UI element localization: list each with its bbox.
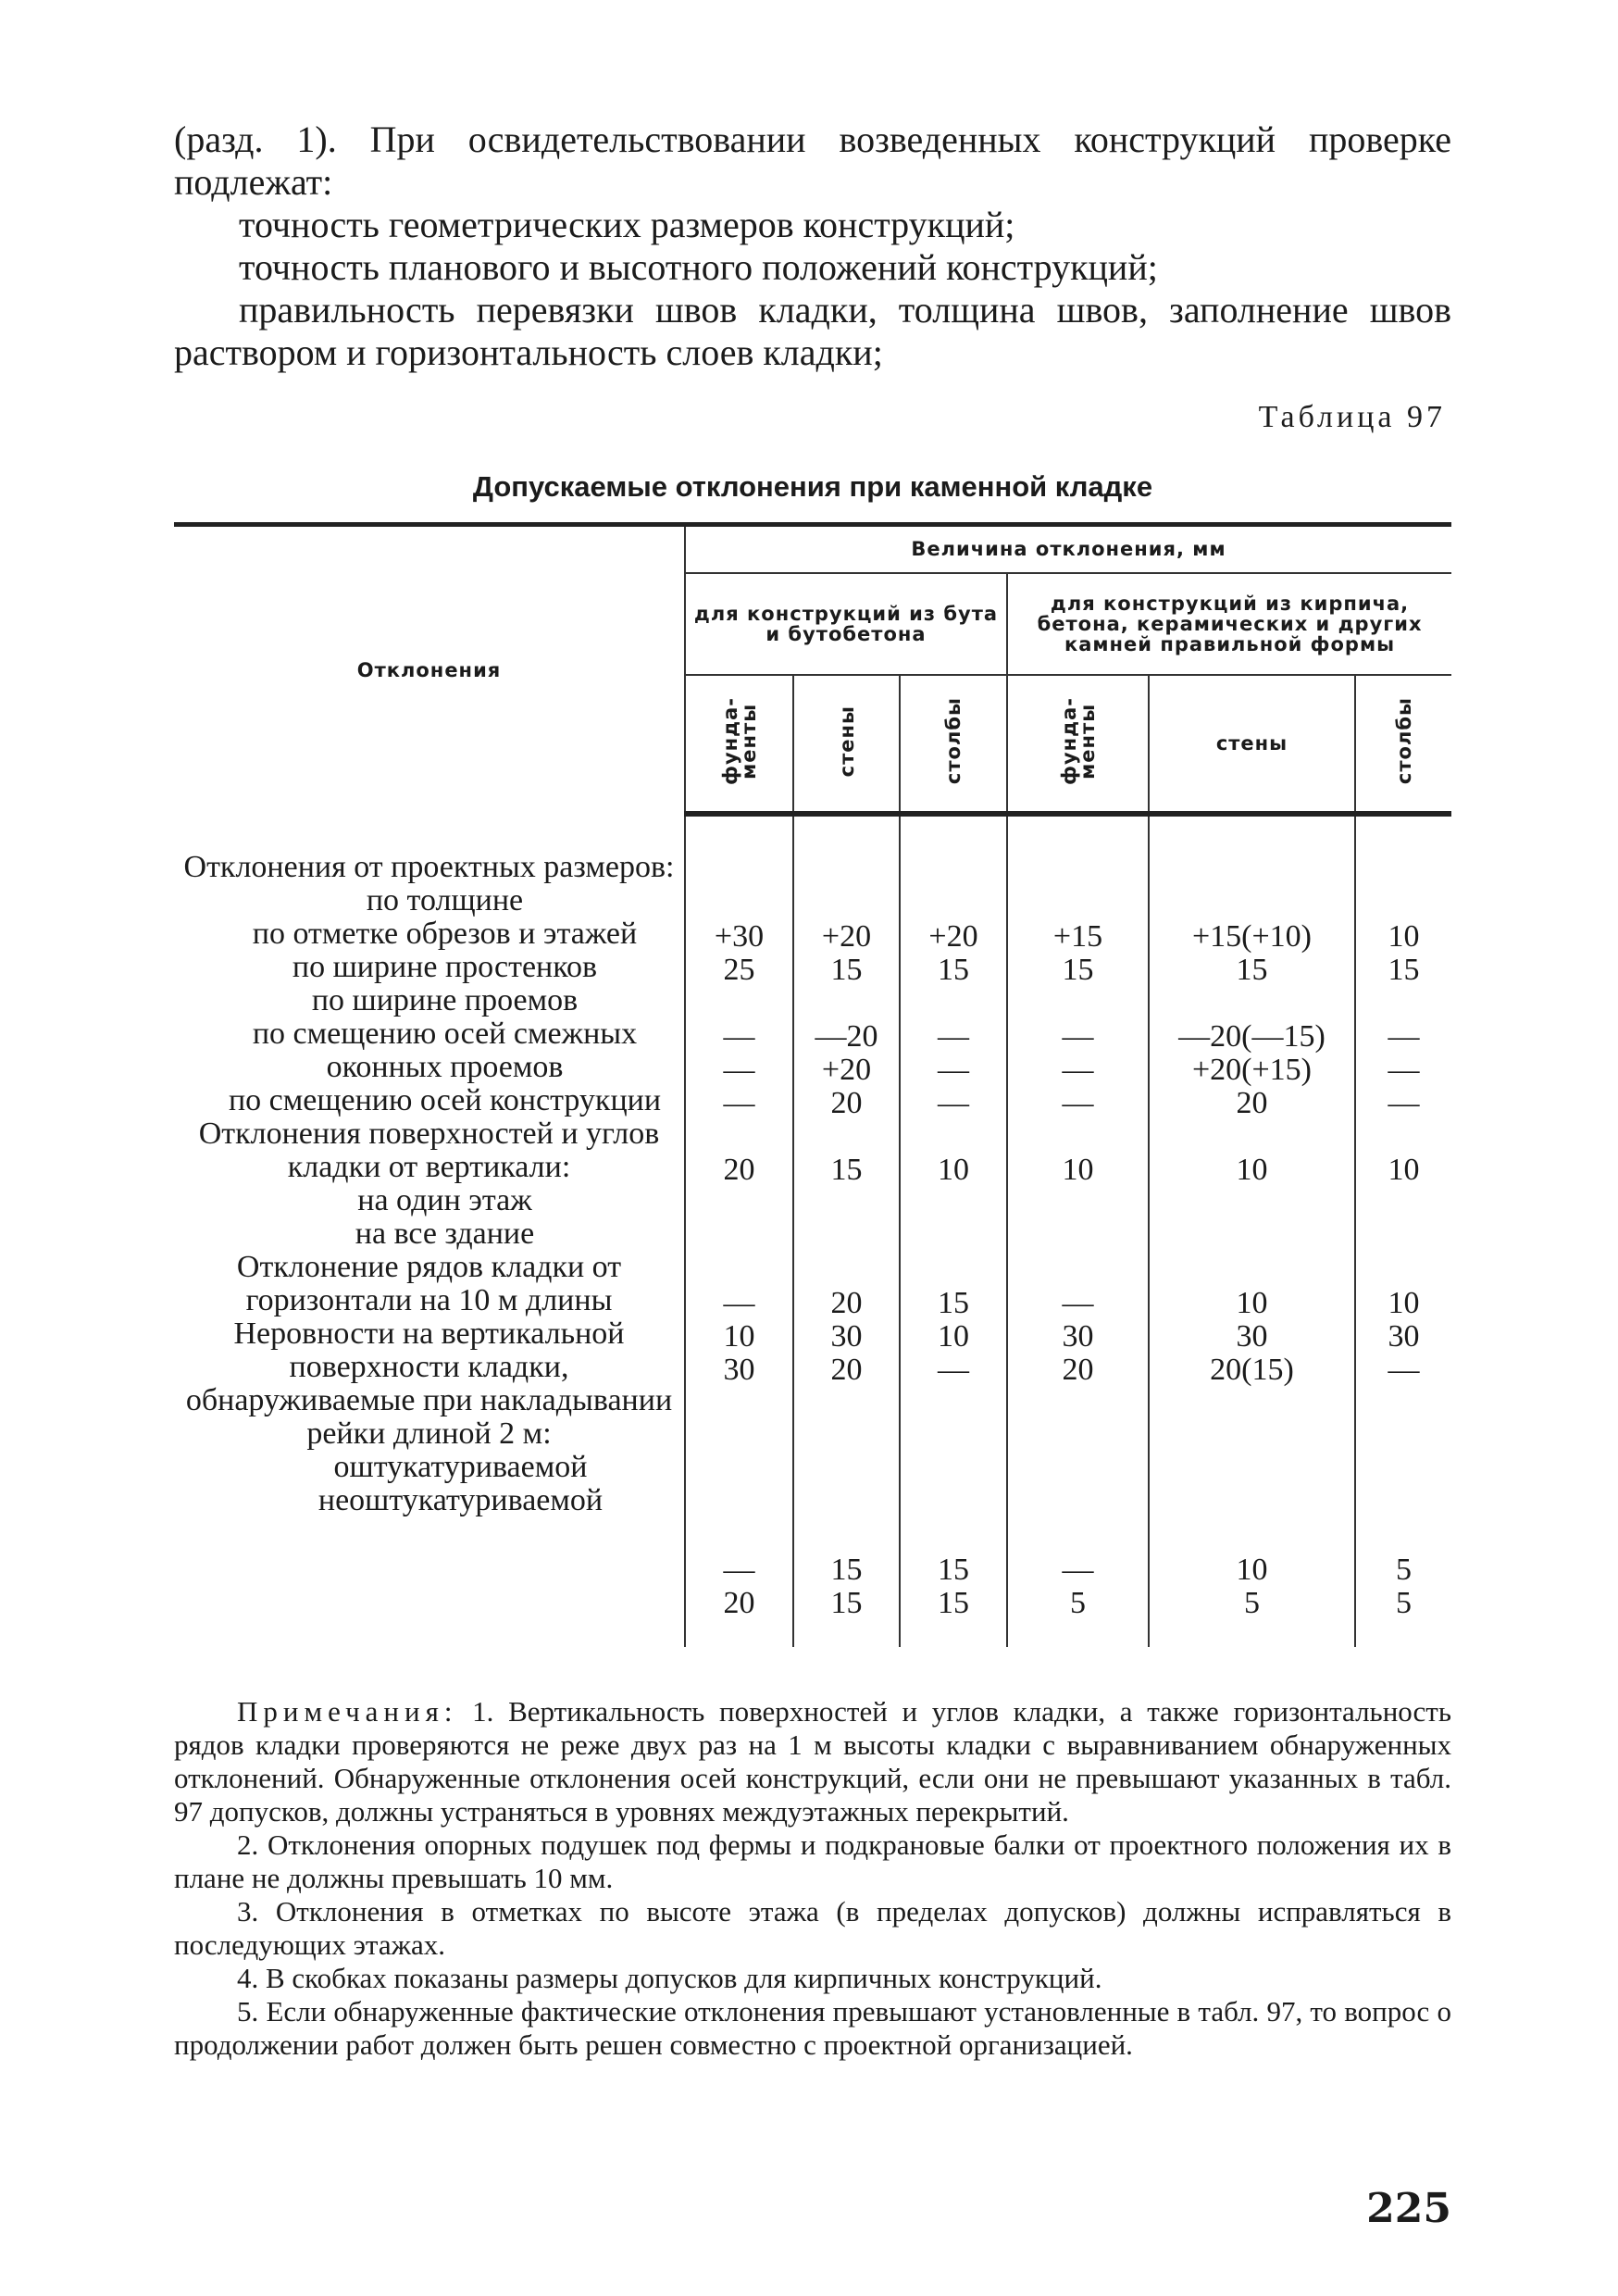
value-cell: 15: [938, 1585, 969, 1620]
value-cell: +20(+15): [1192, 1052, 1312, 1087]
header-col-foundations-2: фунда- менты: [1007, 675, 1149, 814]
values-col-6: [1355, 814, 1451, 1647]
value-cell: +30: [714, 918, 765, 954]
value-cell: 15: [830, 1152, 863, 1187]
value-cell: 15: [830, 1552, 863, 1587]
header-rubble: для конструкций из бута и бутобетона: [685, 573, 1007, 675]
value-cell: —20(—15): [1178, 1018, 1326, 1054]
value-cell: 30: [1388, 1318, 1420, 1354]
table-number: Таблица 97: [1258, 400, 1446, 434]
value-cell: 20: [723, 1585, 755, 1620]
header-value-group: Величина отклонения, мм: [685, 525, 1451, 573]
page-number: 225: [1366, 2185, 1451, 2232]
notes-heading: Примечания:: [237, 1694, 458, 1728]
row-label: по толщине: [366, 882, 524, 917]
value-cell: 10: [723, 1318, 755, 1354]
header-col-pillars-1: столбы: [900, 675, 1007, 814]
value-cell: 10: [938, 1152, 969, 1187]
row-label: Отклонение рядов кладки от горизонтали на 10 м длины: [236, 1249, 622, 1317]
value-cell: —: [723, 1285, 755, 1320]
value-cell: —20: [815, 1018, 878, 1054]
value-cell: 25: [723, 952, 755, 987]
value-cell: 5: [1070, 1585, 1086, 1620]
row-label: Отклонения от проектных размеров:: [183, 849, 675, 884]
value-cell: 20(15): [1210, 1352, 1294, 1387]
table-title: Допускаемые отклонения при каменной кладке: [472, 470, 1153, 503]
value-cell: 10: [1236, 1285, 1268, 1320]
value-cell: 5: [1396, 1552, 1413, 1587]
value-cell: 15: [1062, 952, 1094, 987]
value-cell: —: [1062, 1052, 1094, 1087]
value-cell: —: [1062, 1285, 1094, 1320]
value-cell: —: [723, 1018, 755, 1054]
value-cell: +20: [821, 918, 872, 954]
value-cell: 10: [1388, 1152, 1420, 1187]
values-col-2: [793, 814, 900, 1647]
header-deviations: Отклонения: [174, 525, 685, 814]
header-brick: для конструкций из кирпича, бетона, керамических и других камней правильной формы: [1007, 573, 1451, 675]
note-2: 2. Отклонения опорных подушек под фермы и подкрановые балки от проектного положения их в плане не должны превышать 10 мм.: [174, 1828, 1451, 1894]
value-cell: 30: [1062, 1318, 1094, 1354]
value-cell: 30: [723, 1352, 755, 1387]
row-label: оштукатуриваемой: [333, 1449, 588, 1484]
header-col-foundations-1: фунда- менты: [685, 675, 793, 814]
value-cell: —: [1388, 1085, 1420, 1120]
row-label: по смещению осей смежных оконных проемов: [252, 1016, 638, 1084]
value-cell: 15: [830, 952, 863, 987]
row-label: по отметке обрезов и этажей: [252, 916, 638, 951]
header-col-walls-2: стены: [1149, 675, 1355, 814]
value-cell: —: [938, 1018, 969, 1054]
row-label: неоштукатуриваемой: [317, 1482, 604, 1517]
intro-text: [174, 119, 1451, 374]
note-5: 5. Если обнаруженные фактические отклонения превышают установленные в табл. 97, то вопрос о продолжении работ должен быть решен совместно с проектной организацией.: [174, 1994, 1451, 2061]
row-label: на один этаж: [357, 1182, 532, 1217]
value-cell: —: [938, 1352, 969, 1387]
row-label: Отклонения поверхностей и углов кладки от вертикали:: [198, 1116, 660, 1184]
note-4: 4. В скобках показаны размеры допусков для кирпичных конструкций.: [237, 1961, 1102, 1994]
value-cell: +20: [821, 1052, 872, 1087]
value-cell: 5: [1396, 1585, 1413, 1620]
value-cell: 10: [1062, 1152, 1094, 1187]
row-label: Неровности на вертикальной поверхности кладки, обнаруживаемые при накладывании рейки длиной 2 м:: [185, 1316, 673, 1451]
value-cell: 20: [1236, 1085, 1268, 1120]
intro-paragraph: (разд. 1). При освидетельствовании возведенных конструкций проверке подлежат:: [174, 119, 1451, 203]
value-cell: 30: [830, 1318, 863, 1354]
value-cell: —: [938, 1085, 969, 1120]
deviations-table: [174, 522, 1451, 1647]
value-cell: 20: [1062, 1352, 1094, 1387]
note-3: 3. Отклонения в отметках по высоте этажа (в пределах допусков) должны исправляться в последующих этажах.: [174, 1894, 1451, 1961]
values-col-1: [685, 814, 793, 1647]
value-cell: 15: [1388, 952, 1420, 987]
value-cell: 15: [938, 952, 969, 987]
values-col-4: [1007, 814, 1149, 1647]
value-cell: 20: [830, 1085, 863, 1120]
note-1: 1. Вертикальность поверхностей и углов кладки, а также горизонтальность рядов кладки проверяются не реже двух раз на 1 м высоты кладки с выравниванием обнаруженных отклонений. Обнаруженные отклонения осей конструкций, если они не превышают указанных в табл. 97 допусков, должны устраняться в уровнях междуэтажных перекрытий.: [174, 1694, 1451, 1828]
value-cell: —: [1062, 1552, 1094, 1587]
value-cell: —: [1062, 1018, 1094, 1054]
value-cell: 20: [830, 1352, 863, 1387]
value-cell: 20: [723, 1152, 755, 1187]
check-item-geometry: точность геометрических размеров конструкций;: [239, 204, 1015, 245]
value-cell: 15: [938, 1552, 969, 1587]
value-cell: +15: [1052, 918, 1103, 954]
check-item-joints: правильность перевязки швов кладки, толщина швов, заполнение швов раствором и горизонтальность слоев кладки;: [174, 289, 1451, 373]
value-cell: 10: [1236, 1152, 1268, 1187]
value-cell: —: [938, 1052, 969, 1087]
value-cell: 10: [1236, 1552, 1268, 1587]
value-cell: —: [1388, 1352, 1420, 1387]
row-label: на все здание: [355, 1216, 535, 1251]
header-col-pillars-2: столбы: [1355, 675, 1451, 814]
values-col-5: [1149, 814, 1355, 1647]
value-cell: 30: [1236, 1318, 1268, 1354]
value-cell: +15(+10): [1192, 918, 1312, 954]
row-label: по смещению осей конструкции: [228, 1082, 662, 1117]
value-cell: —: [723, 1052, 755, 1087]
row-labels: [174, 814, 685, 1647]
value-cell: 15: [1236, 952, 1268, 987]
value-cell: 10: [1388, 1285, 1420, 1320]
value-cell: —: [1388, 1018, 1420, 1054]
value-cell: 10: [938, 1318, 969, 1354]
book-page: [174, 119, 1451, 2232]
table-notes: [174, 1695, 1451, 2062]
value-cell: —: [1062, 1085, 1094, 1120]
value-cell: 20: [830, 1285, 863, 1320]
value-cell: —: [723, 1085, 755, 1120]
value-cell: 15: [938, 1285, 969, 1320]
values-col-3: [900, 814, 1007, 1647]
header-col-walls-1: стены: [793, 675, 900, 814]
value-cell: +20: [928, 918, 978, 954]
value-cell: 5: [1244, 1585, 1260, 1620]
value-cell: —: [1388, 1052, 1420, 1087]
value-cell: —: [723, 1552, 755, 1587]
check-item-position: точность планового и высотного положений конструкций;: [239, 246, 1158, 288]
row-label: по ширине проемов: [311, 982, 579, 1017]
value-cell: 15: [830, 1585, 863, 1620]
value-cell: 10: [1388, 918, 1420, 954]
row-label: по ширине простенков: [292, 949, 598, 984]
